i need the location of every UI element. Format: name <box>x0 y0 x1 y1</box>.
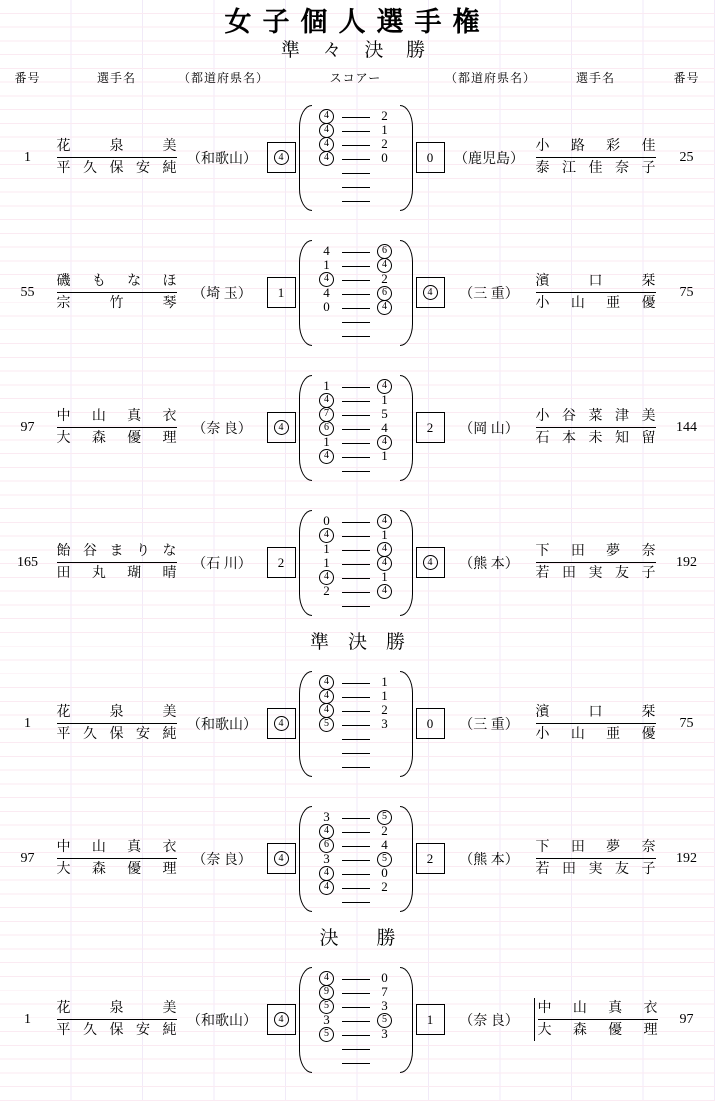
game-score-bracket <box>296 240 415 346</box>
game-divider-line <box>342 401 370 402</box>
match-score-box-right <box>416 547 445 578</box>
game-score-right: 1 <box>381 526 388 542</box>
player-name: 花 泉 美 <box>57 702 177 724</box>
circled-score: 4 <box>319 109 334 124</box>
col-number-left: 番号 <box>14 70 41 85</box>
game-divider-line <box>342 753 370 754</box>
game-score-left: 3 <box>323 1011 330 1027</box>
player-number-left: 55 <box>20 284 35 300</box>
game-divider-line <box>342 550 370 551</box>
circled-score: 4 <box>319 866 334 881</box>
circled-score: 4 <box>377 514 392 529</box>
player-number-right: 192 <box>676 850 697 866</box>
game-rows <box>312 244 400 342</box>
player-name: 濱 口 栞 <box>536 702 656 724</box>
game-divider-line <box>342 266 370 267</box>
game-divider-line <box>342 874 370 875</box>
game-divider-line <box>342 860 370 861</box>
player-name: 大 森 優 理 <box>56 862 177 877</box>
game-divider-line <box>342 711 370 712</box>
game-score-left <box>312 447 342 464</box>
game-divider-line <box>342 888 370 889</box>
game-divider-line <box>342 767 370 768</box>
player-number-left: 97 <box>20 419 35 435</box>
game-rows <box>312 810 400 908</box>
player-name: 小 谷 菜 津 美 <box>536 406 656 428</box>
player-number-left: 1 <box>24 1011 31 1027</box>
game-score-right: 3 <box>381 1025 388 1041</box>
prefecture-left: （和歌山） <box>187 717 257 733</box>
player-names-left <box>57 541 177 584</box>
match-score-box-left: 2 <box>267 547 296 578</box>
match-score-box-right: 0 <box>416 142 445 173</box>
circled-score: 9 <box>319 985 334 1000</box>
game-row <box>312 731 400 745</box>
game-score-left: 3 <box>323 850 330 866</box>
bracket-area <box>0 90 715 1087</box>
game-row <box>312 300 400 314</box>
player-name: 泰 江 佳 奈 子 <box>535 161 656 176</box>
circled-score: 4 <box>319 151 334 166</box>
circled-score: 4 <box>377 300 392 315</box>
game-rows <box>312 971 400 1069</box>
col-player-left: 選手名 <box>96 70 136 85</box>
game-score-right: 1 <box>381 673 388 689</box>
player-number-left: 165 <box>17 554 38 570</box>
game-score-right: 1 <box>381 121 388 137</box>
game-score-bracket <box>296 105 415 211</box>
bracket-paren-left <box>299 967 312 1073</box>
game-row <box>312 193 400 207</box>
game-score-right: 1 <box>381 687 388 703</box>
bracket-paren-left <box>299 671 312 777</box>
game-score-left: 0 <box>323 512 330 528</box>
player-number-right: 192 <box>676 554 697 570</box>
game-divider-line <box>342 818 370 819</box>
game-divider-line <box>342 145 370 146</box>
game-divider-line <box>342 1021 370 1022</box>
game-score-right: 7 <box>381 983 388 999</box>
prefecture-right: （三 重） <box>459 717 519 733</box>
col-player-right: 選手名 <box>575 70 615 85</box>
prefecture-left: （和歌山） <box>187 151 257 167</box>
game-rows <box>312 109 400 207</box>
circled-score: 4 <box>377 542 392 557</box>
game-score-left: 1 <box>323 433 330 449</box>
prefecture-left: （埼 玉） <box>192 286 252 302</box>
circled-score: 5 <box>377 1013 392 1028</box>
circled-score: 6 <box>319 421 334 436</box>
game-divider-line <box>342 1063 370 1064</box>
prefecture-left: （和歌山） <box>187 1013 257 1029</box>
player-name: 中 山 真 衣 <box>57 406 177 428</box>
game-divider-line <box>342 252 370 253</box>
game-row <box>312 584 400 598</box>
game-divider-line <box>342 592 370 593</box>
match-row <box>0 791 715 926</box>
game-score-left: 2 <box>323 582 330 598</box>
column-header-row <box>0 64 715 90</box>
game-divider-line <box>342 201 370 202</box>
circled-score: 4 <box>377 258 392 273</box>
circled-score: 4 <box>319 272 334 287</box>
prefecture-left: （石 川） <box>192 556 252 572</box>
game-divider-line <box>342 415 370 416</box>
player-name: 平 久 保 安 純 <box>56 1023 177 1038</box>
game-score-right: 2 <box>381 822 388 838</box>
game-row <box>312 717 400 731</box>
player-name: 下 田 夢 奈 <box>536 541 656 563</box>
game-divider-line <box>342 902 370 903</box>
match-score-box-left <box>267 708 296 739</box>
player-number-right: 25 <box>679 149 694 165</box>
bracket-paren-right <box>400 375 413 481</box>
game-score-right: 2 <box>381 107 388 123</box>
game-divider-line <box>342 993 370 994</box>
game-score-left: 3 <box>323 808 330 824</box>
game-divider-line <box>342 336 370 337</box>
game-row <box>312 314 400 328</box>
game-score-right: 2 <box>381 135 388 151</box>
game-score-right: 3 <box>381 997 388 1013</box>
game-divider-line <box>342 117 370 118</box>
game-score-left <box>312 1025 342 1042</box>
game-row <box>312 1055 400 1069</box>
game-divider-line <box>342 832 370 833</box>
player-name: 下 田 夢 奈 <box>536 837 656 859</box>
game-divider-line <box>342 846 370 847</box>
game-score-left: 4 <box>323 242 330 258</box>
player-name: 平 久 保 安 純 <box>56 727 177 742</box>
player-name: 若 田 実 友 子 <box>535 566 656 581</box>
game-divider-line <box>342 387 370 388</box>
game-score-left: 1 <box>323 540 330 556</box>
bracket-paren-left <box>299 806 312 912</box>
game-score-right <box>370 582 400 599</box>
circled-score: 6 <box>319 838 334 853</box>
prefecture-right: （熊 本） <box>459 852 519 868</box>
bracket-paren-right <box>400 510 413 616</box>
game-score-right: 4 <box>381 836 388 852</box>
circled-score: 7 <box>319 407 334 422</box>
match-score-box-left <box>267 412 296 443</box>
game-row <box>312 598 400 612</box>
match-score-box-left: 1 <box>267 277 296 308</box>
player-names-right <box>536 406 656 449</box>
game-score-right: 2 <box>381 878 388 894</box>
circled-score: 5 <box>319 1027 334 1042</box>
round-header: 決 勝 <box>319 928 396 949</box>
circled-score: 4 <box>319 703 334 718</box>
col-pref-right: （都道府県名） <box>445 70 537 85</box>
circled-score: 4 <box>274 150 289 165</box>
game-divider-line <box>342 1035 370 1036</box>
game-score-right: 2 <box>381 701 388 717</box>
player-number-left: 97 <box>20 850 35 866</box>
circled-score: 5 <box>377 852 392 867</box>
circled-score: 4 <box>319 971 334 986</box>
match-row <box>0 360 715 495</box>
game-divider-line <box>342 697 370 698</box>
game-row <box>312 1027 400 1041</box>
player-name: 濱 口 栞 <box>536 271 656 293</box>
circled-score: 4 <box>274 1012 289 1027</box>
match-row <box>0 225 715 360</box>
game-score-left: 1 <box>323 256 330 272</box>
player-number-right: 75 <box>679 715 694 731</box>
game-divider-line <box>342 1007 370 1008</box>
game-score-right: 1 <box>381 447 388 463</box>
game-divider-line <box>342 606 370 607</box>
player-number-left: 1 <box>24 715 31 731</box>
player-names-right <box>536 837 656 880</box>
game-score-bracket <box>296 375 415 481</box>
game-row <box>312 165 400 179</box>
match-row <box>0 656 715 791</box>
game-divider-line <box>342 739 370 740</box>
match-score-box-right: 2 <box>416 843 445 874</box>
prefecture-right: （岡 山） <box>459 421 519 437</box>
bracket-paren-right <box>400 240 413 346</box>
game-score-right: 0 <box>381 969 388 985</box>
game-divider-line <box>342 578 370 579</box>
bracket-paren-right <box>400 671 413 777</box>
game-score-right: 0 <box>381 864 388 880</box>
game-divider-line <box>342 443 370 444</box>
match-score-box-left <box>267 843 296 874</box>
circled-score: 4 <box>377 556 392 571</box>
circled-score: 4 <box>274 420 289 435</box>
game-score-left: 1 <box>323 554 330 570</box>
match-row <box>0 495 715 630</box>
game-divider-line <box>342 457 370 458</box>
bracket-paren-left <box>299 375 312 481</box>
game-score-right: 2 <box>381 270 388 286</box>
game-divider-line <box>342 979 370 980</box>
col-score: スコアー <box>329 70 382 85</box>
game-score-bracket <box>296 671 415 777</box>
player-names-left <box>57 837 177 880</box>
game-divider-line <box>342 173 370 174</box>
game-row <box>312 179 400 193</box>
game-row <box>312 151 400 165</box>
page-title: 女子個人選手権 <box>224 7 491 37</box>
game-score-right: 3 <box>381 715 388 731</box>
game-score-bracket <box>296 806 415 912</box>
circled-score: 6 <box>377 286 392 301</box>
player-names-left <box>57 702 177 745</box>
circled-score: 5 <box>319 717 334 732</box>
game-score-left <box>312 878 342 895</box>
game-row <box>312 745 400 759</box>
prefecture-left: （奈 良） <box>192 421 252 437</box>
match-score-box-left <box>267 1004 296 1035</box>
player-name: 若 田 実 友 子 <box>535 862 656 877</box>
circled-score: 4 <box>423 555 438 570</box>
player-name: 田 丸 瑚 晴 <box>56 566 177 581</box>
circled-score: 4 <box>377 379 392 394</box>
player-names-left <box>57 271 177 314</box>
bracket-paren-right <box>400 806 413 912</box>
game-divider-line <box>342 187 370 188</box>
circled-score: 6 <box>377 244 392 259</box>
circled-score: 4 <box>377 584 392 599</box>
player-name: 宗 竹 琴 <box>56 296 177 311</box>
game-score-right: 0 <box>381 149 388 165</box>
player-names-left <box>57 998 177 1041</box>
game-row <box>312 880 400 894</box>
game-divider-line <box>342 471 370 472</box>
game-divider-line <box>342 280 370 281</box>
player-names-left <box>57 406 177 449</box>
prefecture-left: （奈 良） <box>192 852 252 868</box>
match-score-box-right: 1 <box>416 1004 445 1035</box>
circled-score: 4 <box>274 851 289 866</box>
bracket-paren-left <box>299 240 312 346</box>
game-divider-line <box>342 131 370 132</box>
game-divider-line <box>342 1049 370 1050</box>
circled-score: 4 <box>319 824 334 839</box>
player-number-right: 75 <box>679 284 694 300</box>
player-name: 磯 も な ほ <box>57 271 177 293</box>
game-score-left: 4 <box>323 284 330 300</box>
prefecture-right: （鹿児島） <box>454 151 524 167</box>
match-score-box-right <box>416 277 445 308</box>
player-names-left <box>57 136 177 179</box>
game-score-right <box>370 298 400 315</box>
player-name: 小 山 亜 優 <box>535 296 656 311</box>
prefecture-right: （奈 良） <box>459 1013 519 1029</box>
player-name: 飴 谷 ま り な <box>57 541 177 563</box>
game-divider-line <box>342 522 370 523</box>
match-score-box-left <box>267 142 296 173</box>
bracket-paren-left <box>299 105 312 211</box>
circled-score: 5 <box>319 999 334 1014</box>
game-score-left <box>312 149 342 166</box>
game-rows <box>312 514 400 612</box>
player-name: 中 山 真 衣 <box>538 998 658 1020</box>
player-name: 中 山 真 衣 <box>57 837 177 859</box>
game-score-right: 1 <box>381 568 388 584</box>
circled-score: 5 <box>377 810 392 825</box>
player-name: 平 久 保 安 純 <box>56 161 177 176</box>
col-pref-left: （都道府県名） <box>178 70 270 85</box>
circled-score: 4 <box>319 675 334 690</box>
game-divider-line <box>342 536 370 537</box>
game-row <box>312 1041 400 1055</box>
game-divider-line <box>342 725 370 726</box>
match-row <box>0 90 715 225</box>
player-name: 大 森 優 理 <box>537 1023 658 1038</box>
circled-score: 4 <box>377 435 392 450</box>
game-score-left <box>312 715 342 732</box>
game-divider-line <box>342 564 370 565</box>
round-header-quarterfinal: 準 々 決 勝 <box>280 40 435 61</box>
match-score-box-right: 2 <box>416 412 445 443</box>
circled-score: 4 <box>274 716 289 731</box>
game-rows <box>312 675 400 773</box>
game-divider-line <box>342 683 370 684</box>
game-row <box>312 759 400 773</box>
bracket-paren-right <box>400 967 413 1073</box>
circled-score: 4 <box>319 123 334 138</box>
game-score-left: 0 <box>323 298 330 314</box>
player-name: 花 泉 美 <box>57 998 177 1020</box>
player-number-right: 97 <box>679 1011 694 1027</box>
player-name: 花 泉 美 <box>57 136 177 158</box>
circled-score: 4 <box>319 393 334 408</box>
bracket-paren-left <box>299 510 312 616</box>
circled-score: 4 <box>319 689 334 704</box>
player-number-right: 144 <box>676 419 697 435</box>
circled-score: 4 <box>319 880 334 895</box>
col-number-right: 番号 <box>673 70 700 85</box>
game-score-right: 5 <box>381 405 388 421</box>
game-row <box>312 328 400 342</box>
game-score-right: 4 <box>381 419 388 435</box>
player-names-right <box>534 998 658 1041</box>
game-divider-line <box>342 308 370 309</box>
circled-score: 4 <box>319 528 334 543</box>
player-name: 小 山 亜 優 <box>535 727 656 742</box>
circled-score: 4 <box>319 570 334 585</box>
prefecture-right: （熊 本） <box>459 556 519 572</box>
game-row <box>312 449 400 463</box>
game-divider-line <box>342 429 370 430</box>
round-header: 準 決 勝 <box>309 632 405 653</box>
player-names-right <box>536 271 656 314</box>
circled-score: 4 <box>319 449 334 464</box>
match-score-box-right: 0 <box>416 708 445 739</box>
bracket-paren-right <box>400 105 413 211</box>
game-score-left: 1 <box>323 377 330 393</box>
player-names-right <box>536 702 656 745</box>
player-number-left: 1 <box>24 149 31 165</box>
player-name: 大 森 優 理 <box>56 431 177 446</box>
game-row <box>312 894 400 908</box>
game-divider-line <box>342 159 370 160</box>
game-rows <box>312 379 400 477</box>
circled-score: 4 <box>423 285 438 300</box>
player-name: 石 本 未 知 留 <box>535 431 656 446</box>
player-names-right <box>536 541 656 584</box>
game-score-right: 1 <box>381 391 388 407</box>
prefecture-right: （三 重） <box>459 286 519 302</box>
game-divider-line <box>342 294 370 295</box>
player-name: 小 路 彩 佳 <box>536 136 656 158</box>
game-divider-line <box>342 322 370 323</box>
game-score-bracket <box>296 510 415 616</box>
circled-score: 4 <box>319 137 334 152</box>
game-row <box>312 463 400 477</box>
match-row <box>0 952 715 1087</box>
game-score-bracket <box>296 967 415 1073</box>
player-names-right <box>536 136 656 179</box>
